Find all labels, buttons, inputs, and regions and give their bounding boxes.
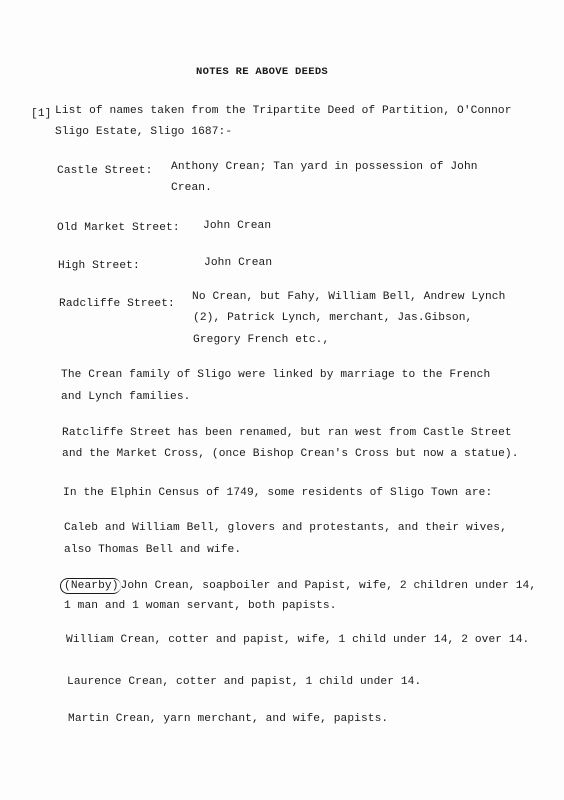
street-castle-line2: Crean.: [171, 182, 212, 194]
street-high-label: High Street:: [58, 260, 140, 272]
para3: In the Elphin Census of 1749, some residents of Sligo Town are:: [63, 487, 493, 499]
item1-line1: List of names taken from the Tripartite Deed of Partition, O'Connor: [55, 105, 512, 117]
para6: William Crean, cotter and papist, wife, 1 child under 14, 2 over 14.: [66, 634, 530, 646]
street-radcliffe-line2: (2), Patrick Lynch, merchant, Jas.Gibson,: [193, 312, 473, 324]
street-oldmarket-value: John Crean: [203, 220, 272, 232]
para2-line1: Ratcliffe Street has been renamed, but ran west from Castle Street: [62, 427, 512, 439]
street-castle-label: Castle Street:: [57, 165, 153, 177]
para5-line2: 1 man and 1 woman servant, both papists.: [64, 600, 337, 612]
para1-line1: The Crean family of Sligo were linked by marriage to the French: [61, 369, 491, 381]
street-castle-line1: Anthony Crean; Tan yard in possession of John: [171, 161, 478, 173]
street-radcliffe-line1: No Crean, but Fahy, William Bell, Andrew Lynch: [192, 291, 506, 303]
para1-line2: and Lynch families.: [61, 391, 191, 403]
para4-line2: also Thomas Bell and wife.: [64, 544, 242, 556]
street-oldmarket-label: Old Market Street:: [57, 222, 180, 234]
item-number: [1]: [31, 108, 52, 120]
para2-line2: and the Market Cross, (once Bishop Crean's Cross but now a statue).: [62, 448, 519, 460]
street-high-value: John Crean: [204, 257, 273, 269]
page-title: NOTES RE ABOVE DEEDS: [196, 66, 329, 78]
para5-line1: [64, 578, 536, 594]
street-radcliffe-label: Radcliffe Street:: [59, 298, 175, 310]
para5-line1-text: John Crean, soapboiler and Papist, wife, 2 children under 14,: [120, 580, 537, 592]
item1-line2: Sligo Estate, Sligo 1687:-: [55, 126, 233, 138]
street-radcliffe-line3: Gregory French etc.,: [193, 334, 330, 346]
para4-line1: Caleb and William Bell, glovers and protestants, and their wives,: [64, 522, 507, 534]
para7: Laurence Crean, cotter and papist, 1 child under 14.: [67, 676, 422, 688]
nearby-annotation: (Nearby): [60, 578, 121, 594]
para8: Martin Crean, yarn merchant, and wife, papists.: [68, 713, 389, 725]
